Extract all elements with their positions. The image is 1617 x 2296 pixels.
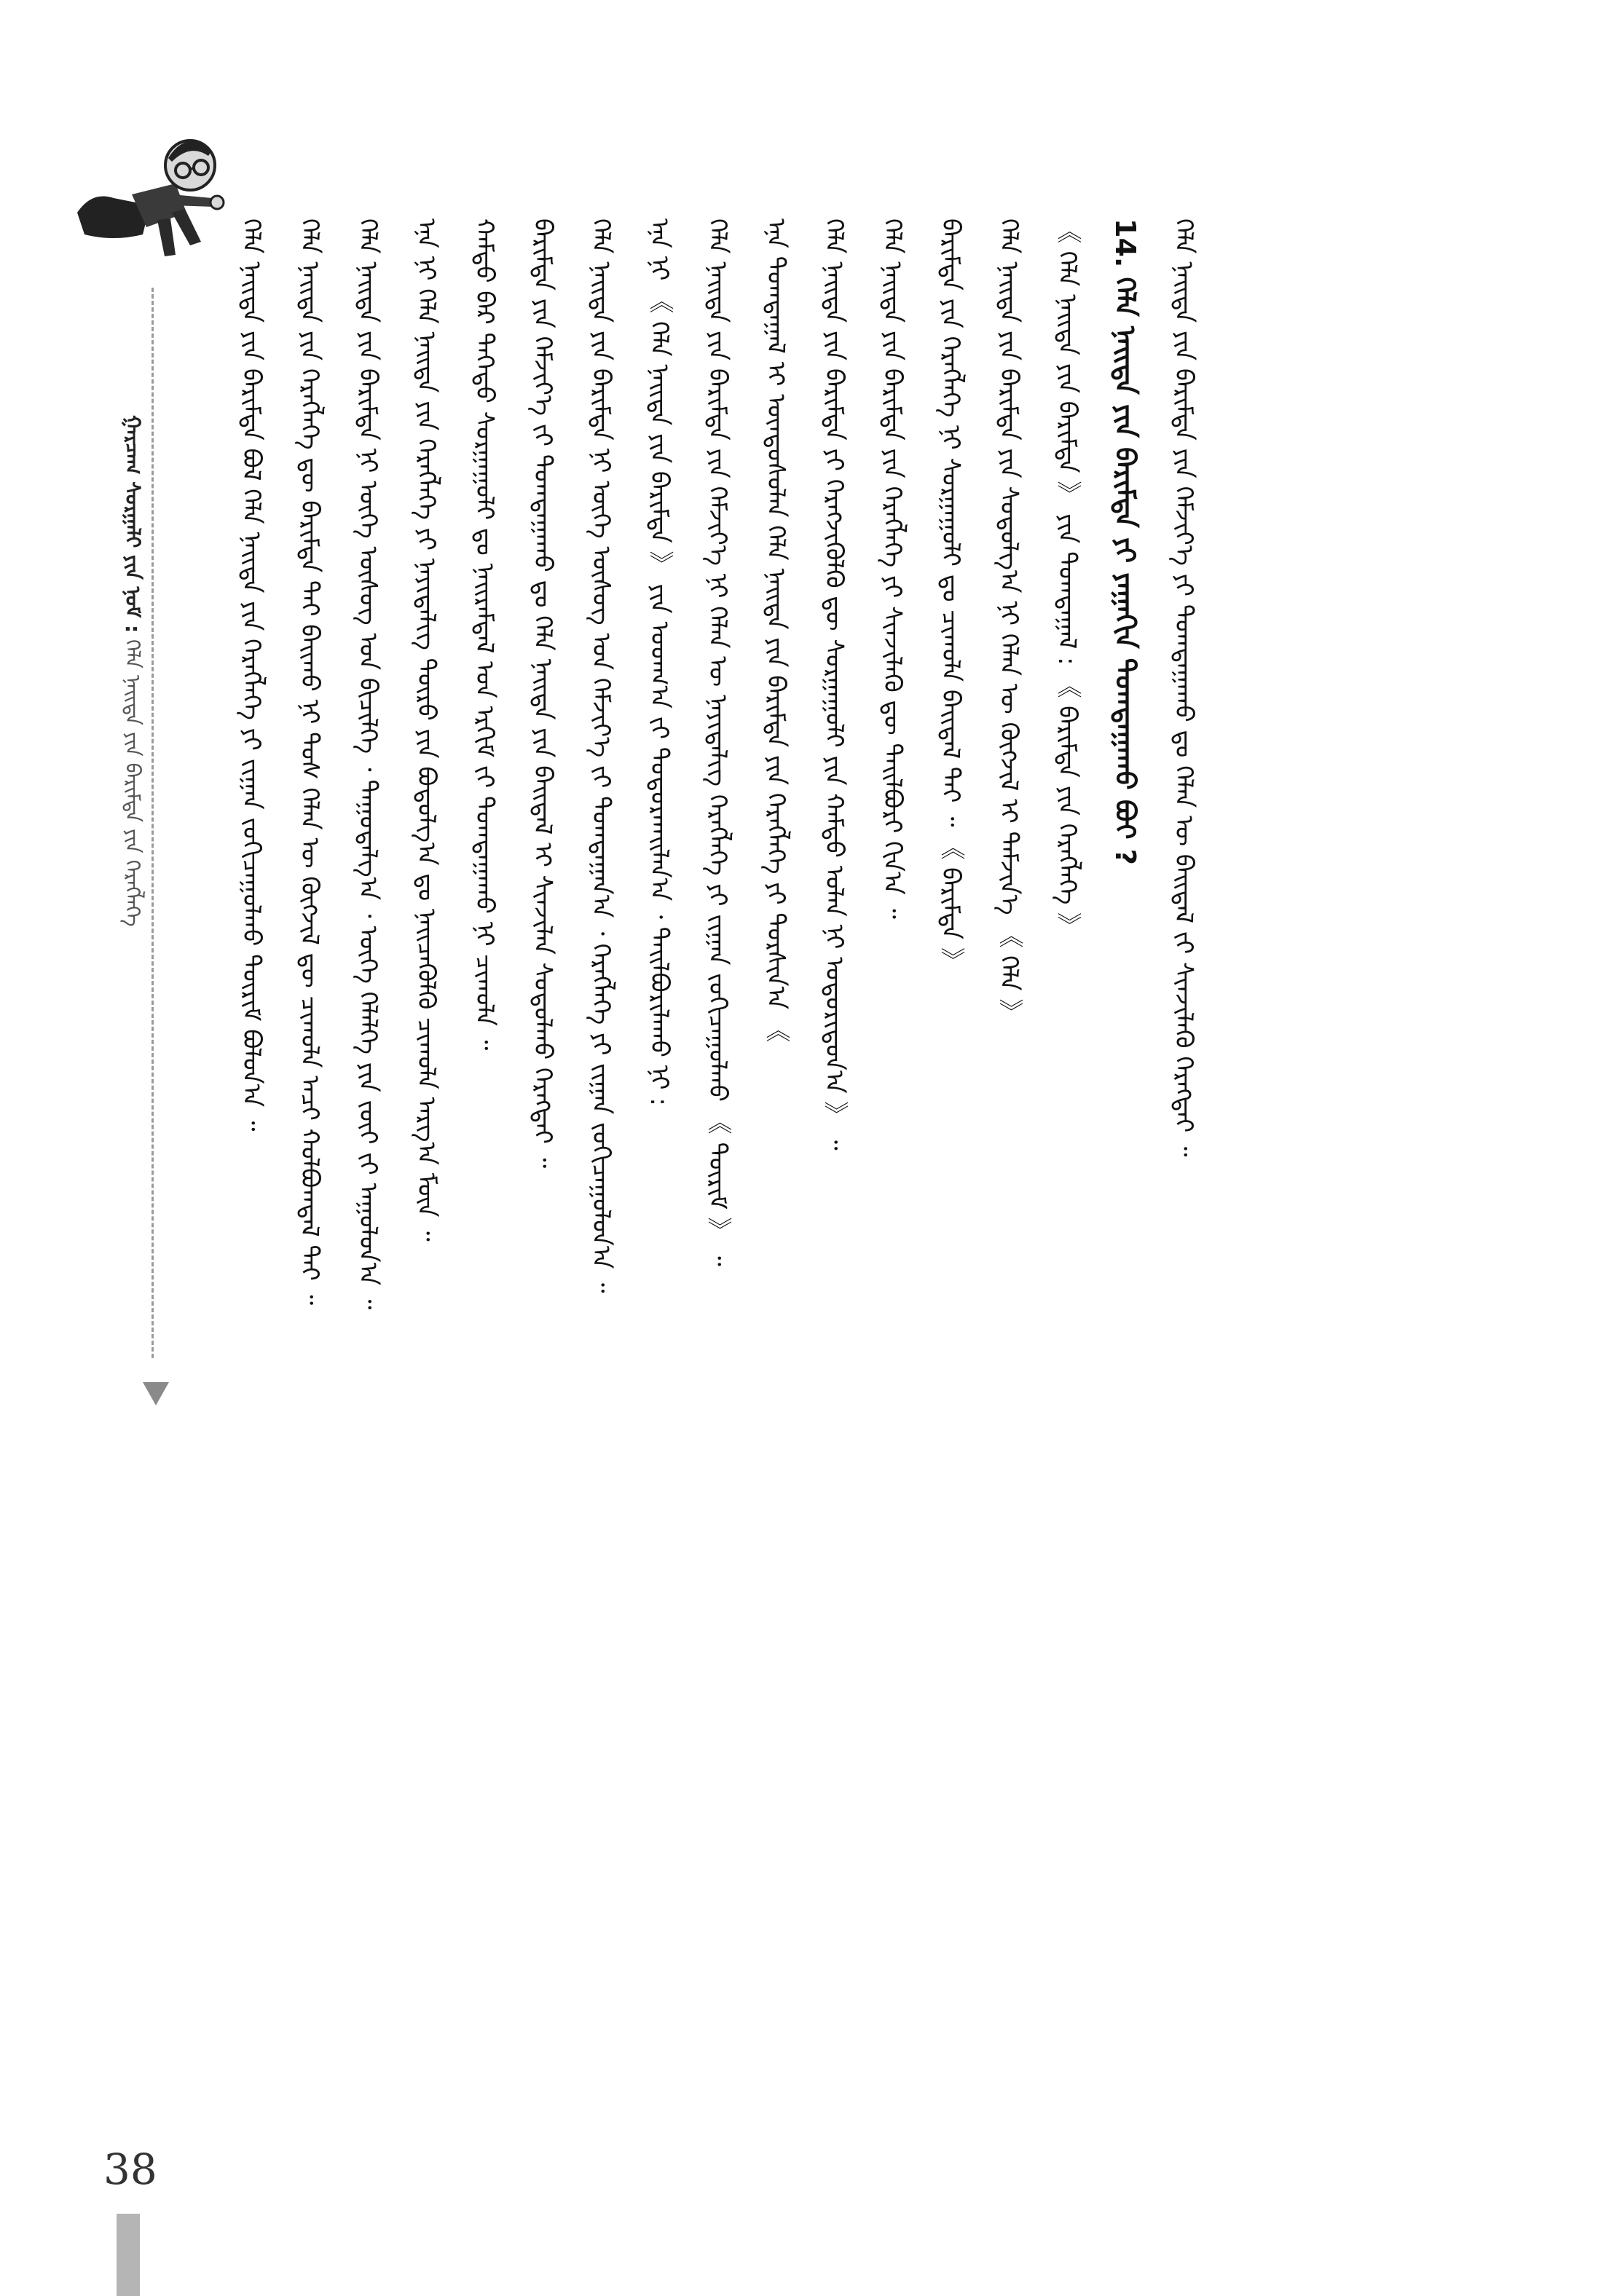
text-column: ᠡᠨᠡ ᠲᠣᠭᠲᠠᠭᠠᠯ ᠢ ᠦᠨᠳᠦᠰᠦᠯᠡᠨ ᠬᠡᠯᠡ ᠨᠡᠢᠲᠡ ᠶᠢᠨ ᠪᠠᠷᠢᠮᠲᠠ ᠶᠢᠨ ᠬᠡᠷᠡᠭᠯᠡᠭᠡ ᠶᠢ ᠲᠤᠷᠰᠢᠨ᠎ᠠ 《 bbox=[761, 218, 790, 1042]
text-column: ᠪᠠᠷᠢᠮᠲᠠ ᠶᠢᠨ ᠬᠡᠮᠵᠢᠶ᠎ᠡ ᠵᠢ ᠲᠣᠭᠲᠠᠭᠠᠬᠤ ᠳᠤ ᠬᠡᠯᠡ ᠨᠡᠢᠲᠡ ᠶᠢᠨ ᠪᠠᠢᠳᠠᠯ ᠢ ᠰᠢᠨᠵᠢᠯᠡᠨ ᠰᠤᠳᠤᠯᠬᠤ ᠬᠡᠷᠡᠭᠲᠡᠢ ᠃ bbox=[528, 218, 557, 1169]
header-band bbox=[109, 0, 211, 2296]
body-text bbox=[222, 218, 1388, 2083]
text-column: ᠬᠡᠯᠡ ᠨᠡᠢᠲᠡ ᠶᠢᠨ ᠪᠠᠷᠢᠮᠲᠠ ᠶᠢᠨ ᠬᠡᠮᠵᠢᠶ᠎ᠡ ᠨᠢ ᠬᠡᠯᠡᠨ ᠦ ᠨᠡᠶᠢᠲᠡᠯᠢᠭ ᠬᠡᠷᠡᠭᠯᠡᠭᠡ ᠶᠢ ᠵᠢᠭᠠᠨ ᠵᠣᠬᠢᠴᠠᠭᠤᠯᠬᠤ 《 ᠳᠦᠷᠢᠮ 》 ᠃ bbox=[703, 218, 732, 1266]
text-column: ᠬᠠᠮᠲᠤ ᠪᠠᠷ ᠳᠡᠭᠡᠳᠦ ᠰᠤᠷᠭᠠᠭᠤᠯᠢ ᠳᠤ ᠨᠠᠢᠷᠠᠮᠳᠠᠯ ᠤᠨ ᠡᠷᠬᠢᠮ ᠵᠢ ᠲᠣᠭᠲᠠᠭᠠᠬᠤ ᠨᠢ ᠴᠢᠬᠤᠯᠠ ᠃ bbox=[470, 218, 499, 1051]
edge-tab bbox=[117, 2214, 140, 2296]
page-number: 38 bbox=[103, 2145, 157, 2194]
text-column: ᠡᠨᠡ ᠨᠢ 《 ᠬᠡᠯᠡ ᠨᠡᠢᠲᠡ ᠶᠢᠨ ᠪᠠᠷᠢᠮᠲᠠ 》 ᠶᠢᠨ ᠤᠳᠬ᠎ᠠ ᠵᠢ ᠲᠣᠳᠣᠷᠬᠠᠢᠯᠠᠨ᠎ᠠ ᠂ ᠲᠠᠢᠯᠪᠤᠷᠢᠯᠠᠬᠤ ᠨᠢ : bbox=[645, 218, 674, 1106]
text-column: ᠬᠡᠯᠡ ᠨᠡᠢᠲᠡ ᠶᠢᠨ ᠬᠡᠷᠡᠭᠯᠡᠭᠡ ᠳᠦ ᠪᠠᠷᠢᠮᠲᠠ ᠲᠠᠢ ᠪᠠᠢᠬᠤ ᠨᠢ ᠲᠤᠰ ᠬᠡᠯᠡᠨ ᠦ ᠬᠥᠭᠵᠢᠯ ᠳᠦ ᠴᠢᠬᠤᠯᠠ ᠠᠴᠢ ᠬᠣᠯᠪᠣᠭᠳᠠᠯ ᠲᠠᠢ ᠃ bbox=[295, 218, 324, 1306]
text-column: ᠪᠠᠷᠢᠮᠲᠠ ᠶᠢᠨ ᠬᠡᠷᠡᠭᠯᠡᠭᠡ ᠨᠢ ᠰᠤᠷᠭᠠᠭᠤᠯᠢ ᠳᠤ ᠴᠢᠬᠤᠯᠠ ᠪᠠᠢᠳᠠᠯ ᠲᠠᠢ ᠃ 《 ᠪᠠᠷᠢᠮᠲᠠ 》 bbox=[936, 218, 965, 972]
text-column: ᠬᠡᠯᠡ ᠨᠡᠢᠲᠡ ᠶᠢᠨ ᠪᠠᠷᠢᠮᠲᠠ ᠶᠢᠨ ᠬᠡᠮᠵᠢᠶ᠎ᠡ ᠶᠢ ᠲᠣᠭᠲᠠᠭᠠᠬᠤ ᠳᠤ ᠬᠡᠯᠡᠨ ᠦ ᠪᠠᠢᠳᠠᠯ ᠵᠢ ᠰᠢᠨᠵᠢᠯᠡᠬᠦ ᠬᠡᠷᠡᠭᠲᠡᠢ ᠃ bbox=[1169, 218, 1198, 1157]
text-column: 《 ᠬᠡᠯᠡ ᠨᠡᠢᠲᠡ ᠶᠢᠨ ᠪᠠᠷᠢᠮᠲᠠ 》 ᠶᠢᠨ ᠲᠣᠭᠲᠠᠭᠠᠯ : 《 ᠪᠠᠷᠢᠮᠲᠠ ᠶᠢᠨ ᠬᠡᠷᠡᠭᠯᠡᠭᠡ 》 bbox=[1053, 218, 1082, 938]
dashed-divider bbox=[152, 288, 154, 1358]
flying-boy-mascot-icon bbox=[63, 125, 230, 271]
question-heading: 14. ᠬᠡᠯᠡ ᠨᠡᠢᠲᠡ ᠶᠢᠨ ᠪᠠᠷᠢᠮᠲᠠ ᠶᠢ ᠶᠠᠭᠠᠬᠢᠨ ᠲᠣᠭᠲᠠᠭᠠᠬᠤ ᠪᠣᠢ ? bbox=[1109, 218, 1141, 865]
text-column: ᠡᠨᠡ ᠨᠢ ᠬᠡᠯᠡ ᠨᠡᠢᠲᠡ ᠶᠢᠨ ᠬᠡᠷᠡᠭᠯᠡᠭᠡ ᠶᠢ ᠨᠡᠶᠢᠲᠡᠯᠢᠭ ᠲᠥᠷᠦ ᠶᠢᠨ ᠪᠣᠳᠤᠯᠭ᠎ᠠ ᠳᠤ ᠨᠡᠢᠴᠡᠭᠦᠯᠬᠦ ᠴᠢᠬᠤᠯᠠ ᠠᠷᠭ᠎ᠠ ᠮᠥᠨ ᠃ bbox=[412, 218, 441, 1242]
running-head-title: ᠬᠡᠯᠡ ᠨᠡᠢᠲᠡ ᠶᠢᠨ ᠪᠠᠷᠢᠮᠲᠠ ᠶᠢᠨ ᠬᠡᠷᠡᠭᠯᠡᠭᠡ bbox=[121, 639, 145, 927]
running-head-label: ᠭᠠᠷᠴᠠᠭ ᠰᠤᠷᠭᠠᠯᠢ ᠶᠢᠨ ᠨᠣᠮ : bbox=[121, 415, 145, 634]
running-head bbox=[115, 415, 151, 927]
text-column: ᠬᠡᠯᠡ ᠨᠡᠢᠲᠡ ᠶᠢᠨ ᠪᠠᠷᠢᠮᠲᠠ ᠨᠢ ᠦᠭᠡ ᠦᠰᠦᠭ ᠤᠨ ᠪᠢᠴᠢᠯᠭᠡ ᠂ ᠳᠠᠭᠤᠳᠠᠯᠭ᠎ᠠ ᠂ ᠦᠭᠡ ᠬᠡᠯᠡᠯᠭᠡ ᠶᠢᠨ ᠵᠦᠢ ᠵᠢ ᠠᠭᠤᠯᠤᠨ᠎ᠠ ᠃ bbox=[353, 218, 382, 1310]
triangle-down-icon bbox=[143, 1382, 169, 1405]
text-column: ᠬᠡᠯᠡ ᠨᠡᠢᠲᠡ ᠶᠢᠨ ᠪᠠᠷᠢᠮᠲᠠ ᠨᠢ ᠦᠭᠡ ᠦᠰᠦᠭ ᠤᠨ ᠬᠡᠮᠵᠢᠶ᠎ᠡ ᠵᠢ ᠲᠣᠭᠲᠠᠭᠠᠨ᠎ᠠ ᠂ ᠬᠡᠷᠡᠭᠯᠡᠭᠡ ᠶᠢ ᠵᠢᠭᠠᠨ ᠵᠣᠬᠢᠴᠠᠭᠤᠯᠤᠨ᠎ᠠ ᠃ bbox=[586, 218, 615, 1293]
text-column: ᠬᠡᠯᠡ ᠨᠡᠢᠲᠡ ᠶᠢᠨ ᠪᠠᠷᠢᠮᠲᠠ ᠶᠢᠨ ᠬᠡᠷᠡᠭᠯᠡᠭᠡ ᠶᠢ ᠰᠢᠨᠵᠢᠯᠡᠬᠦ ᠳᠦ ᠲᠠᠢᠯᠪᠤᠷᠢ ᠬᠢᠨ᠎ᠠ ᠃ bbox=[878, 218, 907, 919]
text-column: ᠬᠡᠯᠡ ᠨᠡᠢᠲᠡ ᠶᠢᠨ ᠪᠠᠷᠢᠮᠲᠠ ᠶᠢ ᠬᠡᠷᠡᠭᠵᠢᠭᠦᠯᠬᠦ ᠳᠦ ᠰᠤᠷᠭᠠᠭᠤᠯᠢ ᠶᠢᠨ ᠬᠠᠮᠲᠤ ᠣᠯᠠᠨ ᠨᠢ ᠤᠳᠤᠷᠢᠳᠤᠨ᠎ᠠ 》 ᠃ bbox=[819, 218, 849, 1151]
text-column: ᠬᠡᠯᠡ ᠨᠡᠢᠲᠡ ᠶᠢᠨ ᠪᠠᠷᠢᠮᠲᠠ ᠶᠢᠨ ᠰᠤᠳᠤᠯᠭ᠎ᠠ ᠨᠢ ᠬᠡᠯᠡᠨ ᠦ ᠬᠥᠭᠵᠢᠯ ᠢ ᠳᠡᠮᠵᠢᠨ᠎ᠡ 《 ᠬᠡᠯᠡ 》 bbox=[994, 218, 1023, 1024]
text-column: ᠬᠡᠯᠡ ᠨᠡᠢᠲᠡ ᠶᠢᠨ ᠪᠠᠷᠢᠮᠲᠠ ᠪᠣᠯ ᠬᠡᠯᠡ ᠨᠡᠢᠲᠡ ᠶᠢᠨ ᠬᠡᠷᠡᠭᠯᠡᠭᠡ ᠶᠢ ᠵᠢᠭᠠᠨ ᠵᠣᠬᠢᠴᠠᠭᠤᠯᠬᠤ ᠳᠦᠷᠢᠮ ᠪᠣᠯᠤᠨ᠎ᠠ ᠃ bbox=[237, 218, 266, 1132]
